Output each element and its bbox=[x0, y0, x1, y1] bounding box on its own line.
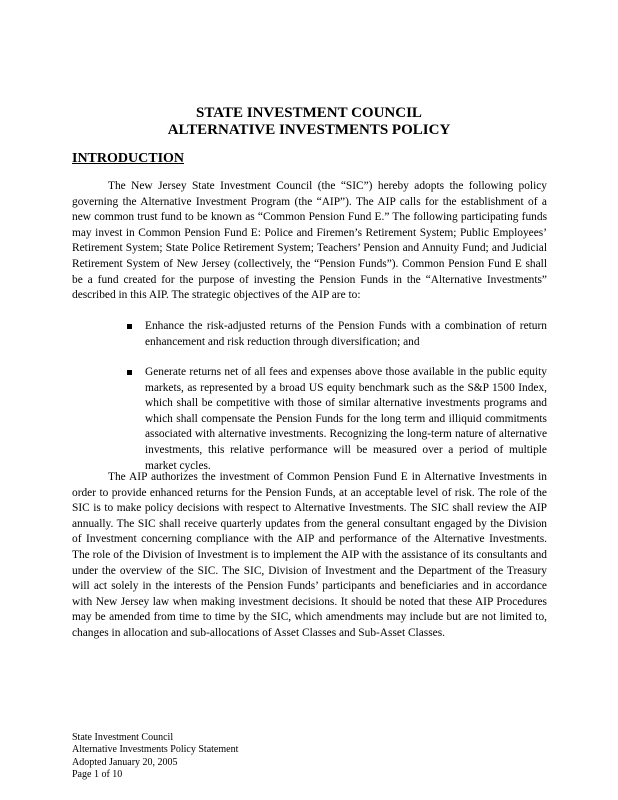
list-item bbox=[145, 365, 547, 474]
list-item bbox=[145, 319, 547, 350]
intro-paragraph-1-text: The New Jersey State Investment Council (the “SIC”) hereby adopts the following policy governing the Alternative Investment Program (the “AIP”). The AIP calls for the establishment of a new common trust fund to be known as “Common Pension Fund E.” The following participating funds may invest in Common Pension Fund E: Police and Firemen’s Retirement System; Public Employees’ Retirement System; State Police Retirement System; Teachers’ Pension and Annuity Fund; and Judicial Retirement System of New Jersey (collectively, the “Pension Funds”). Common Pension Fund E shall be a fund created for the purpose of investing the Pension Funds in the “Alternative Investments” described in this AIP. The strategic objectives of the AIP are to: bbox=[72, 180, 547, 302]
objectives-list-item-1 bbox=[145, 319, 547, 350]
bullet-1-text: Enhance the risk-adjusted returns of the Pension Funds with a combination of return enhancement and risk reduction through diversification; and bbox=[145, 320, 547, 348]
intro-paragraph-1 bbox=[72, 179, 547, 304]
square-bullet-icon bbox=[127, 370, 132, 375]
page-number: Page 1 of 10 bbox=[72, 768, 123, 780]
page-footer bbox=[72, 732, 238, 781]
intro-paragraph-2 bbox=[72, 470, 547, 642]
footer-line-3: Adopted January 20, 2005 bbox=[72, 756, 178, 768]
square-bullet-icon bbox=[127, 324, 132, 329]
footer-line-1: State Investment Council bbox=[72, 732, 174, 743]
document-title-line1: STATE INVESTMENT COUNCIL bbox=[196, 105, 422, 121]
objectives-list-item-2 bbox=[145, 365, 547, 474]
footer-line-2: Alternative Investments Policy Statement bbox=[72, 744, 239, 756]
section-heading-introduction: INTRODUCTION bbox=[72, 151, 185, 166]
bullet-2-text: Generate returns net of all fees and expenses above those available in the public equity markets, as represented by a broad US equity benchmark such as the S&P 1500 Index, which shall be competitive with those of similar alternative investments programs and which shall compensate the Pension Funds for the long term and illiquid commitments associated with alternative investments. Recognizing the long-term nature of alternative investments, this relative performance will be measured over a period of multiple market cycles. bbox=[145, 366, 547, 472]
intro-paragraph-2-text: The AIP authorizes the investment of Common Pension Fund E in Alternative Investments in order to provide enhanced returns for the Pension Funds, at an acceptable level of risk. The role of the SIC is to make policy decisions with respect to Alternative Investments. The SIC shall review the AIP annually. The SIC shall receive quarterly updates from the general consultant engaged by the Division of Investment concerning compliance with the AIP and performance of the Alternative Investments. The role of the Division of Investment is to implement the AIP with the assistance of its consultants and under the overview of the SIC. The SIC, Division of Investment and the Department of the Treasury will act solely in the interests of the Pension Funds’ participants and beneficiaries and in accordance with New Jersey law when making investment decisions. It should be noted that these AIP Procedures may be amended from time to time by the SIC, which amendments may include but are not limited to, changes in allocation and sub-allocations of Asset Classes and Sub-Asset Classes. bbox=[72, 471, 547, 639]
document-title-line2: ALTERNATIVE INVESTMENTS POLICY bbox=[167, 122, 451, 138]
